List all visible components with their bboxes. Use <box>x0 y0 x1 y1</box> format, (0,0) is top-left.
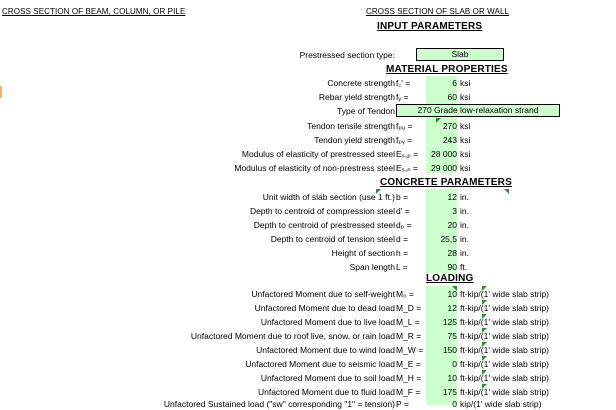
depth-compression-label: Depth to centroid of compression steel <box>249 206 395 216</box>
depth-compression-symbol: d' = <box>396 206 410 216</box>
depth-prestressed-input[interactable]: 20 <box>447 220 457 230</box>
tendon-tensile-symbol: fₚᵤ = <box>396 121 413 131</box>
moment-seismic-input[interactable]: 0 <box>452 359 457 369</box>
moment-dead-label: Unfactored Moment due to dead load <box>254 303 395 313</box>
tendon-tensile-input[interactable]: 270 <box>442 121 457 131</box>
moment-fluid-unit: ft-kip/(1' wide slab strip) <box>460 387 550 397</box>
moment-roof-input[interactable]: 75 <box>447 331 457 341</box>
moment-wind-label: Unfactored Moment due to wind load <box>256 345 395 355</box>
comment-marker-icon <box>482 356 487 361</box>
moment-dead-symbol: M_D = <box>396 303 422 313</box>
rebar-yield-label: Rebar yield strength <box>318 92 395 102</box>
sustained-load-unit: kip/(1' wide slab strip) <box>460 399 542 409</box>
modulus-prestressed-unit: ksi <box>460 149 471 159</box>
depth-tension-symbol: d = <box>396 234 409 244</box>
sustained-load-symbol: P = <box>396 399 409 409</box>
moment-roof-label: Unfactored Moment due to roof live, snow, or rain load <box>190 331 395 341</box>
span-length-label: Span length <box>349 262 395 272</box>
modulus-nonprestress-input[interactable]: 29 000 <box>431 163 457 173</box>
depth-compression-input[interactable]: 3 <box>452 206 457 216</box>
height-section-input[interactable]: 28 <box>447 248 457 258</box>
comment-marker-icon <box>482 384 487 389</box>
moment-dead-input[interactable]: 12 <box>447 303 457 313</box>
slab-wall-link[interactable]: CROSS SECTION OF SLAB OR WALL <box>366 7 510 16</box>
modulus-nonprestress-symbol: Eₛ,ₙ = <box>396 163 418 173</box>
sustained-load-input[interactable]: 0 <box>452 399 457 409</box>
comment-marker-icon <box>482 328 487 333</box>
moment-wind-symbol: M_W = <box>396 345 424 355</box>
comment-marker-icon <box>504 189 509 194</box>
beam-column-pile-link[interactable]: CROSS SECTION OF BEAM, COLUMN, OR PILE <box>2 7 186 16</box>
depth-tension-input[interactable]: 25,5 <box>440 234 457 244</box>
rebar-yield-symbol: fᵧ = <box>396 92 409 102</box>
moment-live-input[interactable]: 125 <box>442 317 457 327</box>
comment-marker-icon <box>436 118 441 123</box>
moment-dead-unit: ft-kip/(1' wide slab strip) <box>460 303 550 313</box>
moment-live-unit: ft-kip/(1' wide slab strip) <box>460 317 550 327</box>
moment-seismic-label: Unfactored Moment due to seismic load <box>245 359 395 369</box>
span-length-input[interactable]: 90 <box>447 262 457 272</box>
depth-prestressed-unit: in. <box>460 220 469 230</box>
unit-width-input[interactable]: 12 <box>447 192 457 202</box>
depth-tension-unit: in. <box>460 234 469 244</box>
tendon-type-label: Type of Tendon <box>337 106 395 116</box>
modulus-prestressed-symbol: Eₛ,ₚ = <box>396 149 419 159</box>
moment-self-weight-symbol: M₀ = <box>396 289 414 299</box>
moment-live-label: Unfactored Moment due to live load <box>260 317 395 327</box>
concrete-strength-symbol: f꜀' = <box>396 78 411 88</box>
moment-soil-unit: ft-kip/(1' wide slab strip) <box>460 373 550 383</box>
tendon-yield-symbol: fₚᵧ = <box>396 135 413 145</box>
span-length-unit: ft. <box>460 262 468 272</box>
height-section-symbol: h = <box>396 248 409 258</box>
comment-marker-icon <box>482 370 487 375</box>
comment-marker-icon <box>482 286 487 291</box>
concrete-strength-input[interactable]: 6 <box>452 78 457 88</box>
concrete-strength-label: Concrete strength <box>327 78 395 88</box>
tendon-yield-label: Tendon yield strength <box>314 135 395 145</box>
moment-roof-unit: ft-kip/(1' wide slab strip) <box>460 331 550 341</box>
comment-marker-icon <box>482 342 487 347</box>
depth-prestressed-label: Depth to centroid of prestressed steel <box>253 220 395 230</box>
moment-seismic-unit: ft-kip/(1' wide slab strip) <box>460 359 550 369</box>
modulus-prestressed-input[interactable]: 28 000 <box>431 149 457 159</box>
tendon-yield-unit: ksi <box>460 135 471 145</box>
concrete-strength-unit: ksi <box>460 78 471 88</box>
rebar-yield-unit: ksi <box>460 92 471 102</box>
moment-soil-input[interactable]: 10 <box>447 373 457 383</box>
moment-live-symbol: M_L = <box>396 317 420 327</box>
height-section-unit: in. <box>460 248 469 258</box>
input-parameters-title: INPUT PARAMETERS <box>377 21 483 32</box>
section-type-label: Prestressed section type: <box>299 50 395 60</box>
material-properties-title: MATERIAL PROPERTIES <box>386 64 508 75</box>
height-section-label: Height of section <box>331 248 395 258</box>
comment-marker-icon <box>452 286 457 291</box>
moment-soil-label: Unfactored Moment due to soil load <box>260 373 395 383</box>
moment-self-weight-unit: ft-kip/(1' wide slab strip) <box>460 289 550 299</box>
modulus-nonprestress-unit: ksi <box>460 163 471 173</box>
moment-wind-unit: ft-kip/(1' wide slab strip) <box>460 345 550 355</box>
unit-width-label: Unit width of slab section (use 1 ft.) <box>262 192 395 202</box>
section-type-select[interactable]: Slab <box>416 48 504 61</box>
tendon-yield-input[interactable]: 243 <box>442 135 457 145</box>
tendon-tensile-unit: ksi <box>460 121 471 131</box>
moment-self-weight-label: Unfactored Moment due to self-weight <box>251 289 395 299</box>
tendon-tensile-label: Tendon tensile strength <box>307 121 395 131</box>
moment-seismic-symbol: M_E = <box>396 359 421 369</box>
loading-title: LOADING <box>426 273 474 284</box>
modulus-prestressed-label: Modulus of elasticity of prestressed steel <box>241 149 395 159</box>
depth-tension-label: Depth to centroid of tension steel <box>270 234 395 244</box>
moment-soil-symbol: M_H = <box>396 373 422 383</box>
moment-fluid-input[interactable]: 175 <box>442 387 457 397</box>
sustained-load-label: Unfactored Sustained load ("sw" corresponding "1" = tension) <box>163 399 395 409</box>
moment-wind-input[interactable]: 150 <box>442 345 457 355</box>
unit-width-symbol: b = <box>396 192 409 202</box>
comment-marker-icon <box>482 300 487 305</box>
modulus-nonprestress-label: Modulus of elasticity of non-prestress steel <box>234 163 395 173</box>
comment-marker-icon <box>482 314 487 319</box>
moment-fluid-label: Unfactored Moment due to fluid load <box>257 387 395 397</box>
tendon-type-select[interactable]: 270 Grade low-relaxation strand <box>396 104 560 117</box>
span-length-symbol: L = <box>396 262 408 272</box>
moment-fluid-symbol: M_F = <box>396 387 421 397</box>
depth-prestressed-symbol: dₚ = <box>396 220 412 230</box>
unit-width-unit: in. <box>460 192 469 202</box>
depth-compression-unit: in. <box>460 206 469 216</box>
concrete-parameters-title: CONCRETE PARAMETERS <box>380 177 512 188</box>
rebar-yield-input[interactable]: 60 <box>447 92 457 102</box>
moment-roof-symbol: M_R = <box>396 331 422 341</box>
moment-self-weight-input[interactable]: 10 <box>447 289 457 299</box>
